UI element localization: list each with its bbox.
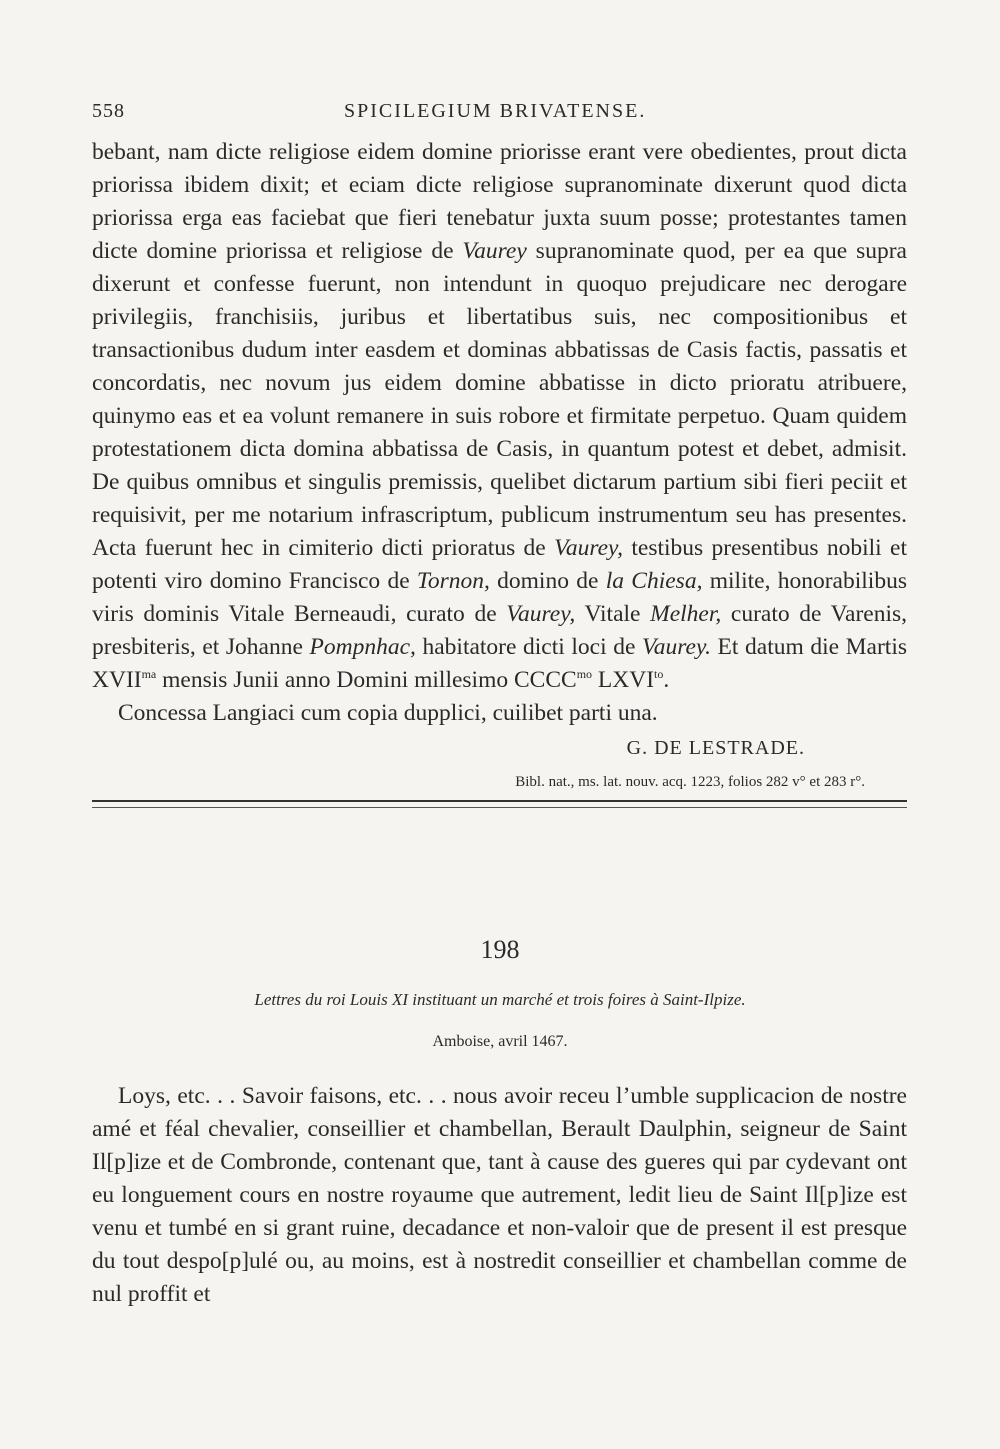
place-name-chiesa: la Chiesa, [605, 568, 703, 594]
text-run: mensis Junii anno Domini millesimo CCCC [156, 667, 577, 693]
text-run: testibus presentibus nobili et potenti viro domino Francisco de [92, 535, 907, 594]
document-place-date: Amboise, avril 1467. [432, 1033, 568, 1050]
place-name-vaurey: Vaurey [462, 238, 527, 264]
document-title: Lettres du roi Louis XI instituant un marché et trois foires à Saint-Ilpize. [254, 990, 746, 1009]
letter-paragraph: Loys, etc. . . Savoir faisons, etc. . . nous avoir receu l’umble supplicacion de nostre amé et féal chevalier, conseillier et chambellan, Berault Daulphin, seigneur de Saint Il[p]ize et de Combronde, contenant que, tant à cause des gueres qui par cydevant ont eu longuement cours en nostre royaume que autrement, ledit lieu de Saint Il[p]ize est venu et tumbé en si grant ruine, decadance et non-valoir que de present il est presque du tout despo[p]ulé ou, au moins, est à nostredit conseillier et chambellan comme de nul proffit et [92, 1083, 907, 1307]
place-name-vaurey: Vaurey. [641, 634, 711, 660]
running-title: SPICILEGIUM BRIVATENSE. [344, 100, 647, 122]
text-run: Et datum die Martis XVII [92, 634, 907, 693]
place-name-tornon: Tornon, [416, 568, 490, 594]
person-name-melher: Melher, [650, 601, 722, 627]
text-run: supranominate quod, per ea que supra dixerunt et confesse fuerunt, non intendunt in quoquo prejudicare nec derogare privilegiis, franchisiis, juribus et libertatibus suis, nec compositionibus et transactionibus dudum inter easdem et dominas abbatissas de Casis factis, passatis et concordatis, nec novum jus eidem domine abbatisse in dicto prioratu atribuere, quinymo eas et ea volunt remanere in suis robore et firmitate perpetuo. Quam quidem protestationem dicta domina abbatissa de Casis, in quantum potest et debet, admisit. De quibus omnibus et singulis premissis, quelibet dictarum partium sibi fieri peciit et requisivit, per me notarium infrascriptum, publicum instrumentum seu has presentes. Acta fuerunt hec in cimiterio dicti prioratus de [92, 238, 907, 561]
text-run: domino de [489, 568, 606, 594]
page-number: 558 [92, 100, 125, 122]
place-name-vaurey: Vaurey, [506, 601, 576, 627]
letter-text [92, 1080, 907, 1311]
text-run: Vitale [575, 601, 651, 627]
charter-paragraph [92, 136, 907, 697]
section-divider [92, 800, 907, 808]
text-run: curato de Varenis, presbiteris, et Johanne [92, 601, 908, 660]
superscript: mo [576, 667, 593, 682]
person-name-pompnhac: Pompnhac, [309, 634, 416, 660]
document-number: 198 [480, 935, 520, 964]
source-citation: Bibl. nat., ms. lat. nouv. acq. 1223, folios 282 v° et 283 r°. [515, 774, 865, 790]
page-header [92, 100, 902, 130]
superscript: ma [141, 667, 157, 682]
place-name-vaurey: Vaurey, [554, 535, 624, 561]
text-run: . [663, 667, 670, 693]
superscript: to [654, 667, 664, 682]
text-run: LXVI [592, 667, 655, 693]
text-run: habitatore dicti loci de [415, 634, 642, 660]
text-run: milite, honorabilibus viris dominis Vitale Berneaudi, curato de [92, 568, 907, 627]
charter-text [92, 136, 907, 730]
text-run: bebant, nam dicte religiose eidem domine priorisse erant vere obedientes, prout dicta priorissa ibidem dixit; et eciam dicte religiose supranominate dixerunt quod dicta priorissa erga eas faciebat que fieri tenebatur juxta suum posse; protestantes tamen dicte domine priorissa et religiose de [92, 139, 907, 264]
concessa-paragraph: Concessa Langiaci cum copia dupplici, cuilibet parti una. [118, 700, 658, 726]
signature: G. DE LESTRADE. [626, 737, 805, 759]
